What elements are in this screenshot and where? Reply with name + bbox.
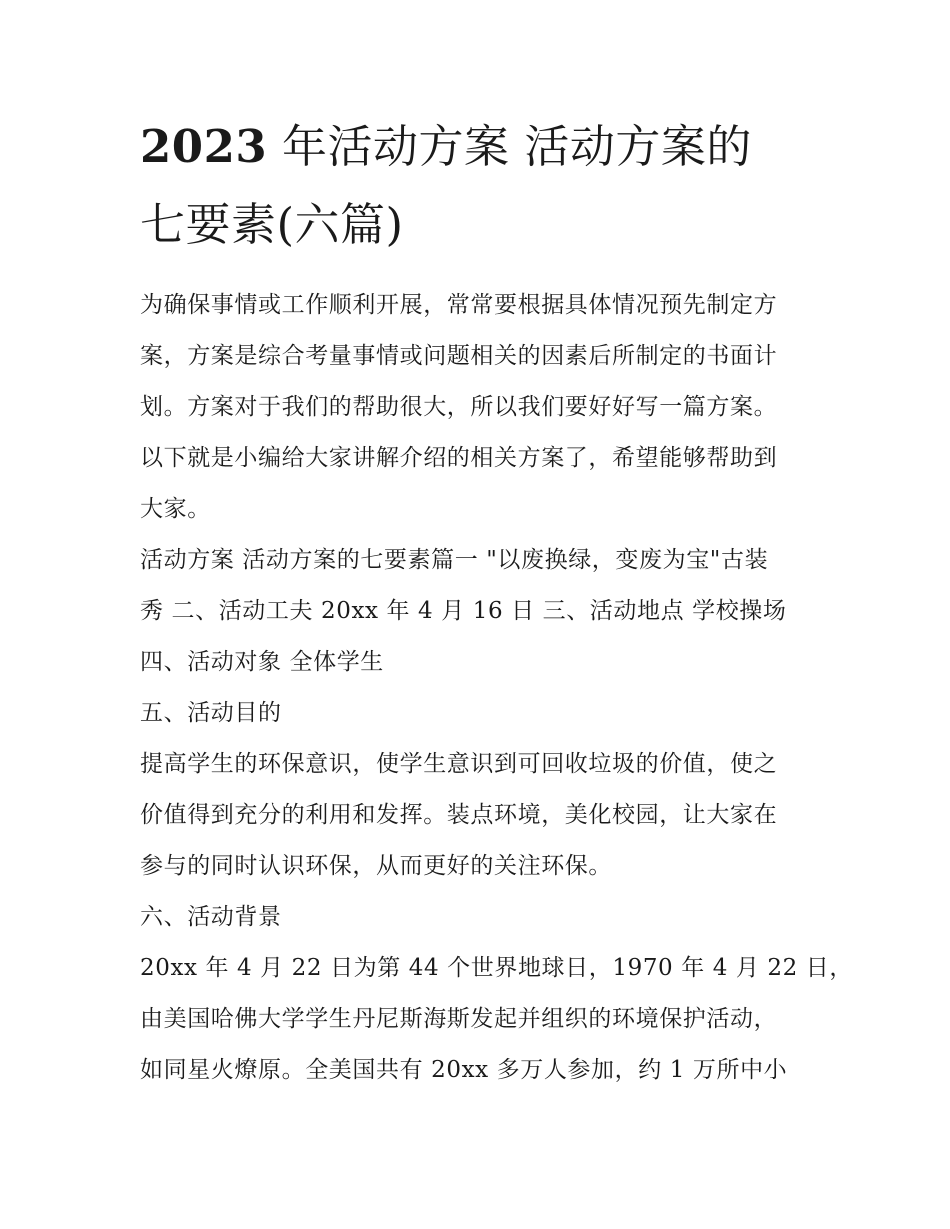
text-line: 20xx 年 4 月 22 日为第 44 个世界地球日，1970 年 4 月 22 日， (140, 955, 853, 981)
text-line: 为确保事情或工作顺利开展，常常要根据具体情况预先制定方 (140, 292, 778, 318)
text-line: 大家。 (140, 496, 211, 522)
text-line: 案，方案是综合考量事情或问题相关的因素后所制定的书面计 (140, 343, 778, 369)
text-line: 提高学生的环保意识，使学生意识到可回收垃圾的价值，使之 (140, 751, 778, 777)
text-line: 由美国哈佛大学学生丹尼斯海斯发起并组织的环境保护活动， (140, 1006, 778, 1032)
paragraph-activity-target (140, 637, 820, 688)
text-line: 划。方案对于我们的帮助很大，所以我们要好好写一篇方案。 (140, 394, 778, 420)
title-line-1-text: 年活动方案 活动方案的 (267, 120, 752, 173)
section-heading-purpose (140, 688, 820, 739)
text-line: 四、活动对象 全体学生 (140, 649, 384, 675)
text-line: 以下就是小编给大家讲解介绍的相关方案了，希望能够帮助到 (140, 445, 778, 471)
text-line: 参与的同时认识环保，从而更好的关注环保。 (140, 853, 612, 879)
text-line: 秀 二、活动工夫 20xx 年 4 月 16 日 三、活动地点 学校操场 (140, 598, 787, 624)
section-heading-background (140, 892, 820, 943)
title-line-2: 七要素(六篇) (140, 198, 404, 251)
document-body (140, 280, 853, 1096)
text-line: 如同星火燎原。全美国共有 20xx 多万人参加，约 1 万所中小 (140, 1057, 788, 1083)
document-title (140, 108, 820, 264)
paragraph-purpose (140, 739, 820, 892)
text-line: 六、活动背景 (140, 904, 282, 930)
paragraph-activity-overview (140, 535, 820, 637)
text-line: 价值得到充分的利用和发挥。装点环境，美化校园，让大家在 (140, 802, 778, 828)
paragraph-background (140, 943, 853, 1096)
document-page (140, 108, 853, 1096)
title-year: 2023 (140, 120, 268, 173)
text-line: 五、活动目的 (140, 700, 282, 726)
paragraph-intro (140, 280, 820, 535)
text-line: 活动方案 活动方案的七要素篇一 "以废换绿，变废为宝"古装 (140, 547, 769, 573)
title-line-1 (140, 108, 820, 186)
